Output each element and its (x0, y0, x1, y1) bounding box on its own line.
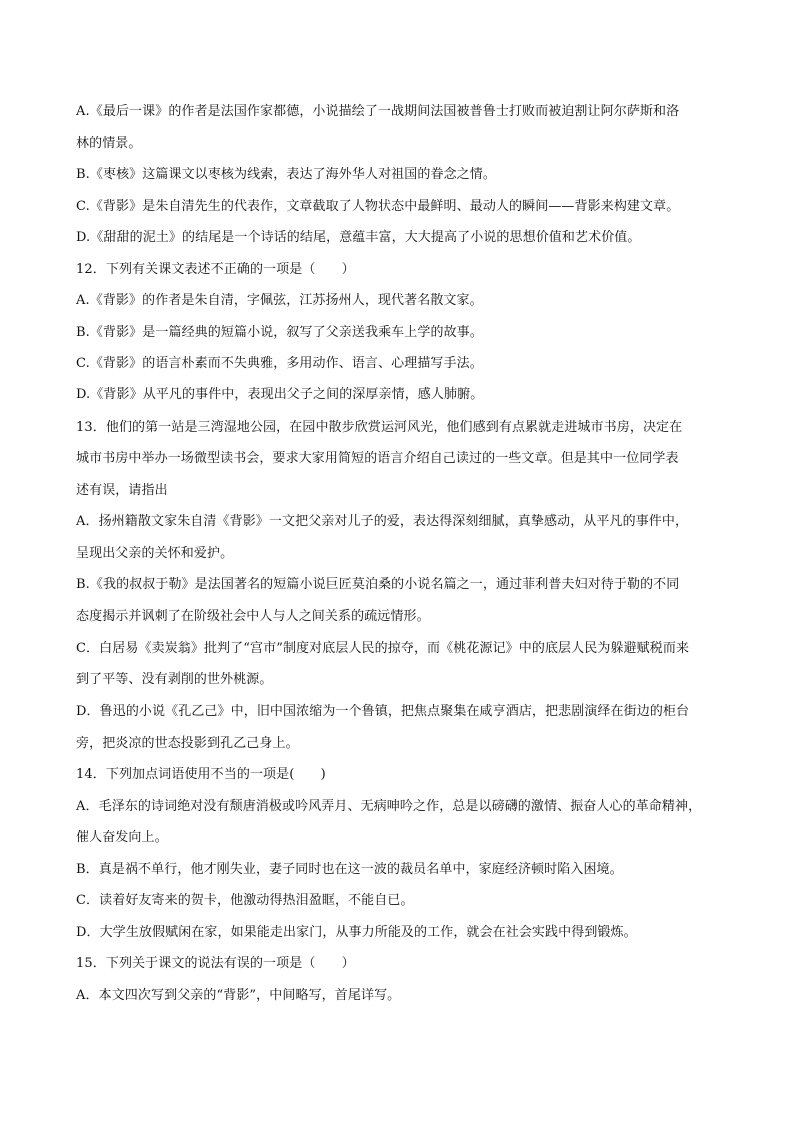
q11-option-c: C.《背影》是朱自清先生的代表作，文章截取了人物状态中最鲜明、最动人的瞬间——背影来构建文章。 (76, 199, 680, 214)
q11-option-d: D.《甜甜的泥土》的结尾是一个诗话的结尾，意蕴丰富，大大提高了小说的思想价值和艺术价值。 (76, 230, 641, 245)
q13-option-b-line1: B.《我的叔叔于勒》是法国著名的短篇小说巨匠莫泊桑的小说名篇之一，通过菲利普夫妇对待于勒的不同 (76, 577, 680, 592)
q12-option-c: C.《背影》的语言朴素而不失典雅，多用动作、语言、心理描写手法。 (76, 356, 483, 371)
q13-option-c-line2: 到了平等、没有剥削的世外桃源。 (76, 672, 273, 687)
q13-option-c-line1: C．白居易《卖炭翁》批判了“宫市”制度对底层人民的掠夺，而《桃花源记》中的底层人民为躲避赋税而来 (76, 641, 690, 656)
q11-option-b: B.《枣核》这篇课文以枣核为线索，表达了海外华人对祖国的眷念之情。 (76, 167, 496, 182)
q14-option-d: D．大学生放假赋闲在家，如果能走出家门，从事力所能及的工作，就会在社会实践中得到锻炼。 (76, 925, 637, 940)
q15-option-a: A．本文四次写到父亲的“背影”，中间略写，首尾详写。 (76, 988, 401, 1003)
q13-option-a-line1: A．扬州籍散文家朱自清《背影》一文把父亲对儿子的爱，表达得深刻细腻，真挚感动，从平凡的事件中， (76, 514, 689, 529)
q13-option-d-line1: D．鲁迅的小说《孔乙己》中，旧中国浓缩为一个鲁镇，把焦点聚集在咸亨酒店，把悲剧演绎在街边的柜台 (76, 704, 690, 719)
q12-option-d: D.《背影》从平凡的事件中，表现出父子之间的深厚亲情，感人肺腑。 (76, 387, 484, 402)
q11-option-a-line2: 林的情景。 (76, 136, 142, 151)
question-12-stem: 12．下列有关课文表述不正确的一项是（ ） (76, 262, 355, 277)
q11-option-a-line1: A.《最后一课》的作者是法国作家都德，小说描绘了一战期间法国被普鲁士打败而被迫割让阿尔萨斯和洛 (76, 104, 680, 119)
q12-option-b: B.《背影》是一篇经典的短篇小说，叙写了父亲送我乘车上学的故事。 (76, 325, 483, 340)
question-15-stem: 15．下列关于课文的说法有误的一项是（ ） (76, 956, 355, 971)
q14-option-a-line2: 催人奋发向上。 (76, 830, 168, 845)
q13-option-b-line2: 态度揭示并讽刺了在阶级社会中人与人之间关系的疏远情形。 (76, 609, 430, 624)
question-13-stem-line2: 城市书房中举办一场微型读书会，要求大家用简短的语言介绍自己读过的一些文章。但是其中一位同学表 (76, 451, 679, 466)
q14-option-b: B．真是祸不单行，他才刚失业，妻子同时也在这一波的裁员名单中，家庭经济顿时陷入困境。 (76, 862, 623, 877)
q13-option-d-line2: 旁，把炎凉的世态投影到孔乙己身上。 (76, 736, 299, 751)
q13-option-a-line2: 呈现出父亲的关怀和爱护。 (76, 546, 234, 561)
question-14-stem: 14．下列加点词语使用不当的一项是( ) (76, 767, 326, 782)
q14-option-c: C．读着好友寄来的贺卡，他激动得热泪盈眶，不能自已。 (76, 893, 414, 908)
q14-option-a-line1: A．毛泽东的诗词绝对没有颓唐消极或吟风弄月、无病呻吟之作，总是以磅礴的激情、振奋人心的革命精神， (76, 799, 702, 814)
question-13-stem-line1: 13．他们的第一站是三湾湿地公园，在园中散步欣赏运河风光，他们感到有点累就走进城市书房，决定在 (76, 420, 683, 435)
question-13-stem-line3: 述有误，请指出 (76, 483, 168, 498)
q12-option-a: A.《背影》的作者是朱自清，字佩弦，江苏扬州人，现代著名散文家。 (76, 293, 483, 308)
